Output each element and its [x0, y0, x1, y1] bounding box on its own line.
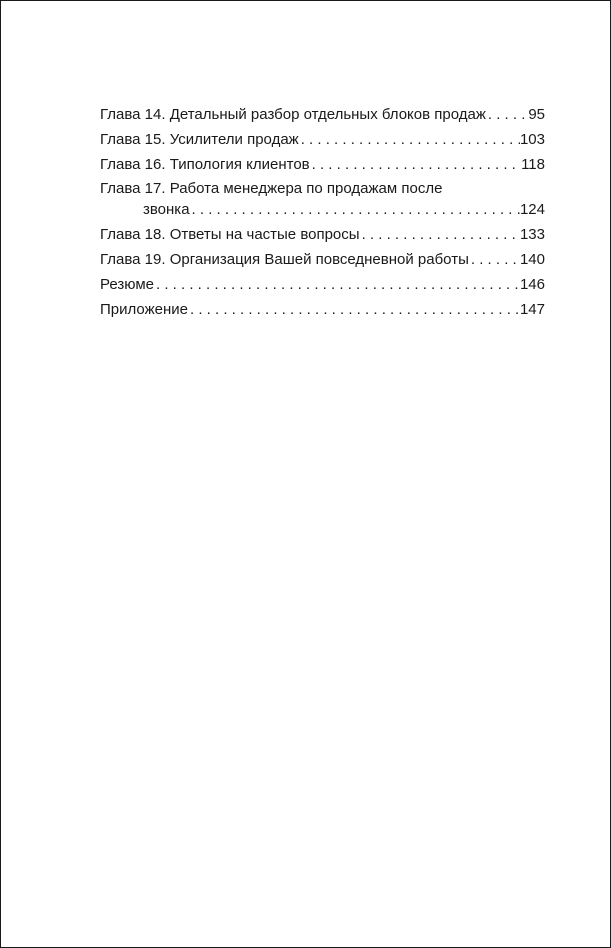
- dot-leader: [299, 129, 520, 150]
- toc-entry-title: Глава 15. Усилители продаж: [100, 130, 299, 148]
- toc-entry-page: 133: [519, 226, 545, 244]
- toc-entry-page: 140: [519, 250, 545, 268]
- dot-leader: [190, 199, 520, 220]
- toc-entry-page: 95: [528, 106, 545, 123]
- dot-leader: [310, 154, 521, 175]
- dot-leader: [486, 104, 528, 125]
- toc-entry-title-line-2: звонка: [143, 201, 190, 219]
- toc-entry-summary[interactable]: [100, 274, 545, 295]
- toc-entry-title: Глава 19. Организация Вашей повседневной работы: [100, 250, 469, 268]
- toc-entry-chapter-18[interactable]: [100, 224, 545, 245]
- toc-entry-chapter-16[interactable]: [100, 154, 545, 175]
- toc-entry-page: 146: [519, 275, 545, 293]
- dot-leader: [469, 249, 520, 270]
- toc-entry-page: 103: [519, 130, 545, 148]
- toc-entry-title: Приложение: [100, 300, 188, 318]
- toc-entry-page: 147: [519, 300, 545, 318]
- toc-entry-title-line-1: Глава 17. Работа менеджера по продажам после: [100, 180, 443, 198]
- toc-entry-chapter-15[interactable]: [100, 129, 545, 150]
- toc-entry-page: 118: [521, 155, 545, 173]
- dot-leader: [154, 274, 520, 295]
- dot-leader: [188, 299, 520, 320]
- toc-entry-page: 124: [519, 201, 545, 219]
- toc-entry-title: Глава 14. Детальный разбор отдельных блоков продаж: [100, 106, 486, 123]
- toc-entry-title: Глава 16. Типология клиентов: [100, 155, 310, 173]
- dot-leader: [360, 224, 520, 245]
- toc-entry-title: Резюме: [100, 275, 154, 293]
- toc-entry-chapter-17[interactable]: [100, 178, 545, 220]
- toc-entry-appendix[interactable]: [100, 299, 545, 320]
- table-of-contents: [100, 104, 545, 323]
- toc-entry-chapter-19[interactable]: [100, 249, 545, 270]
- toc-entry-chapter-14[interactable]: [100, 104, 545, 125]
- toc-entry-title: Глава 18. Ответы на частые вопросы: [100, 226, 360, 244]
